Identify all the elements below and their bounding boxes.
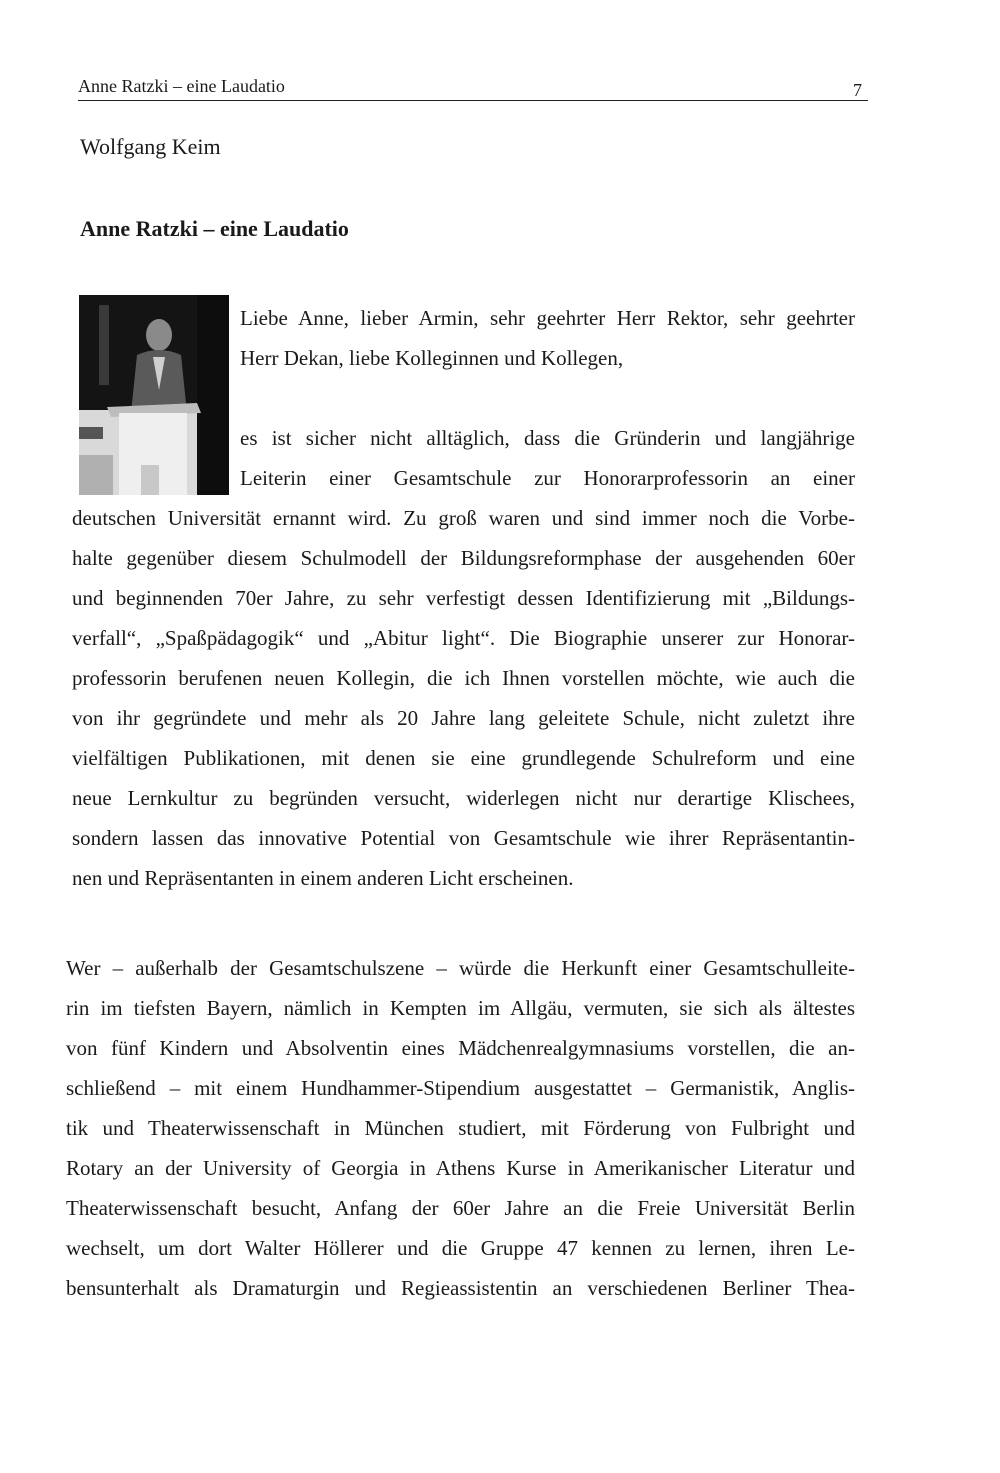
text-line: neue Lernkultur zu begründen versucht, widerlegen nicht nur derartige Klischees, xyxy=(72,786,855,810)
article-title: Anne Ratzki – eine Laudatio xyxy=(80,216,349,241)
text-line: Liebe Anne, lieber Armin, sehr geehrter Herr Rektor, sehr geehrter xyxy=(240,306,855,330)
text-line: halte gegenüber diesem Schulmodell der Bildungsreformphase der ausgehenden 60er xyxy=(72,546,855,570)
text-line: bensunterhalt als Dramaturgin und Regieassistentin an verschiedenen Berliner Thea- xyxy=(66,1276,855,1300)
running-title: Anne Ratzki – eine Laudatio xyxy=(78,76,285,96)
text-line: rin im tiefsten Bayern, nämlich in Kempten im Allgäu, vermuten, sie sich als ältestes xyxy=(66,996,855,1020)
text-line: von fünf Kindern und Absolventin eines Mädchenrealgymnasiums vorstellen, die an- xyxy=(66,1036,855,1060)
text-line: es ist sicher nicht alltäglich, dass die Gründerin und langjährige xyxy=(240,426,855,450)
text-line: tik und Theaterwissenschaft in München studiert, mit Förderung von Fulbright und xyxy=(66,1116,855,1140)
speaker-photo-image xyxy=(79,295,229,495)
text-line: deutschen Universität ernannt wird. Zu groß waren und sind immer noch die Vorbe- xyxy=(72,506,855,530)
text-line: Wer – außerhalb der Gesamtschulszene – würde die Herkunft einer Gesamtschulleite- xyxy=(66,956,855,980)
text-line: Rotary an der University of Georgia in Athens Kurse in Amerikanischer Literatur und xyxy=(66,1156,855,1180)
text-line: Theaterwissenschaft besucht, Anfang der 60er Jahre an die Freie Universität Berlin xyxy=(66,1196,855,1220)
text-line: wechselt, um dort Walter Höllerer und die Gruppe 47 kennen zu lernen, ihren Le- xyxy=(66,1236,855,1260)
running-header xyxy=(78,74,868,101)
text-line: Leiterin einer Gesamtschule zur Honorarprofessorin an einer xyxy=(240,466,855,490)
text-line: Herr Dekan, liebe Kolleginnen und Kollegen, xyxy=(240,346,624,370)
salutation xyxy=(240,298,855,378)
text-line: nen und Repräsentanten in einem anderen Licht erscheinen. xyxy=(72,866,574,890)
speaker-photo xyxy=(79,295,229,495)
author-name: Wolfgang Keim xyxy=(80,134,221,159)
text-line: von ihr gegründete und mehr als 20 Jahre lang geleitete Schule, nicht zuletzt ihre xyxy=(72,706,855,730)
text-line: sondern lassen das innovative Potential von Gesamtschule wie ihrer Repräsentantin- xyxy=(72,826,855,850)
text-line: vielfältigen Publikationen, mit denen sie eine grundlegende Schulreform und eine xyxy=(72,746,855,770)
page-number: 7 xyxy=(853,80,862,100)
paragraph-2 xyxy=(66,948,855,1308)
paragraph-1 xyxy=(72,498,855,898)
text-line: und beginnenden 70er Jahre, zu sehr verfestigt dessen Identifizierung mit „Bildungs- xyxy=(72,586,855,610)
text-line: schließend – mit einem Hundhammer-Stipendium ausgestattet – Germanistik, Anglis- xyxy=(66,1076,855,1100)
paragraph-1-start xyxy=(240,418,855,498)
text-line: professorin berufenen neuen Kollegin, die ich Ihnen vorstellen möchte, wie auch die xyxy=(72,666,855,690)
text-line: verfall“, „Spaßpädagogik“ und „Abitur light“. Die Biographie unserer zur Honorar- xyxy=(72,626,855,650)
